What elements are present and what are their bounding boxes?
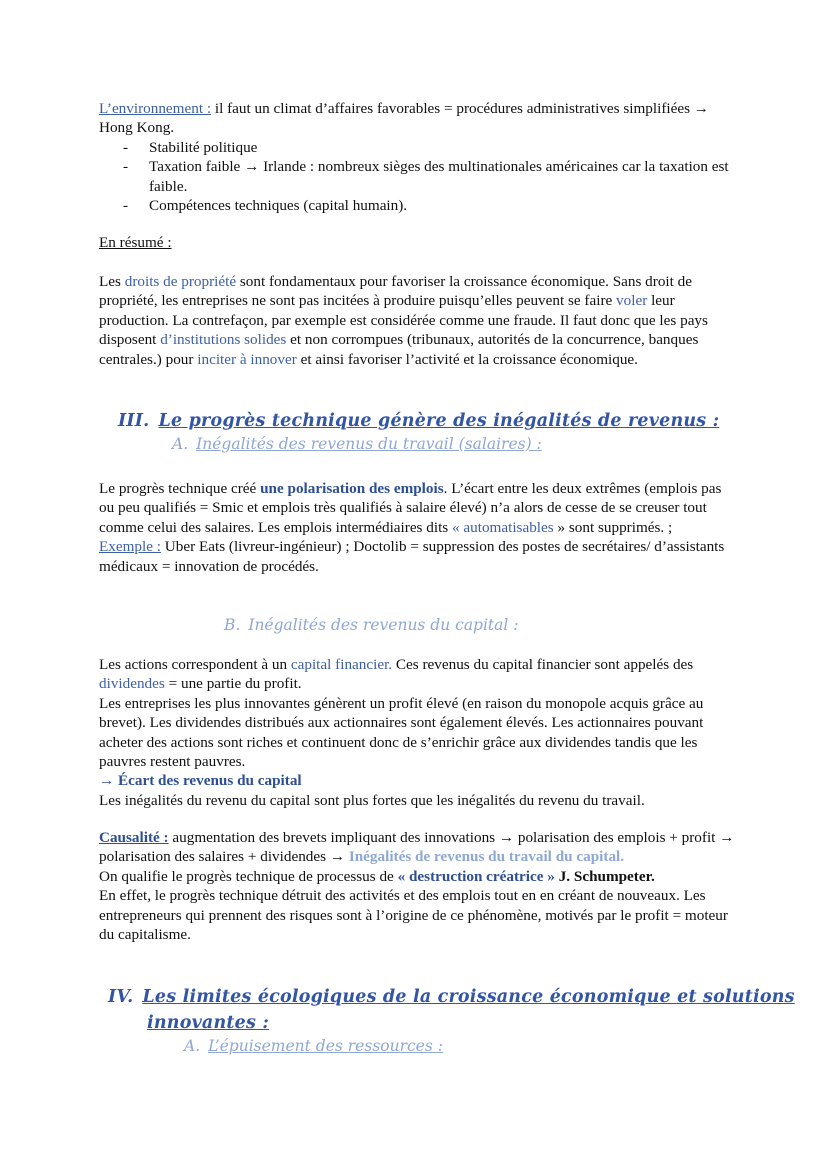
list-item: - Taxation faible → Irlande : nombreux sièges des multinationales américaines car la taxation est faible. xyxy=(99,157,739,196)
section-3a-paragraph: Le progrès technique créé une polarisation des emplois. L’écart entre les deux extrêmes (emplois pas ou peu qualifiés = Smic et emplois très qualifiés à salaire élevé) n’a alors de cesse de se creuser tout comme celui des salaires. Les emplois intermédiaires dits « automatisables » sont supprimés. ; Exemple : Uber Eats (livreur-ingénieur) ; Doctolib = suppression des postes de secrétaires/ d’assistants médicaux = innovation de procédés. xyxy=(99,480,725,575)
section-4-heading: IV. Les limites écologiques de la croissance économique et solutions xyxy=(108,987,795,1007)
section-3a-heading: A. Inégalités des revenus du travail (salaires) : xyxy=(172,435,542,453)
section-3b-paragraph: Les actions correspondent à un capital financier. Ces revenus du capital financier sont appelés des dividendes = une partie du profit. Les entreprises les plus innovantes génèrent un profit élevé (en raison du monopole acquis grâce au brevet). Les dividendes distribués aux actionnaires sont également élevés. Les actionnaires pouvant acheter des actions sont riches et continuent donc de s’enrichir grâce aux dividendes tandis que les pauvres restent pauvres. → Écart des revenus du capital Les inégalités du revenu du capital sont plus fortes que les inégalités du revenu du travail. xyxy=(99,655,739,810)
causality-label: Causalité : xyxy=(99,829,169,846)
list-item: - Compétences techniques (capital humain). xyxy=(99,196,739,215)
causality-paragraph: Causalité : augmentation des brevets impliquant des innovations → polarisation des emplois + profit → polarisation des salaires + dividendes → Inégalités de revenus du travail du capital. On qualifie le progrès technique de processus de « destruction créatrice » J. Schumpeter. En effet, le progrès technique détruit des activités et des emplois tout en en créant de nouveaux. Les entrepreneurs qui prennent des risques sont à l’origine de ce phénomène, motivés par le profit = moteur du capitalisme. xyxy=(99,829,735,944)
environment-section xyxy=(99,99,739,215)
resume-title: En résumé : xyxy=(99,234,172,251)
section-3-heading: III. Le progrès technique génère des inégalités de revenus : xyxy=(118,411,720,431)
resume-section xyxy=(99,233,739,252)
example-label: Exemple : xyxy=(99,538,161,556)
section-4a-heading: A. L’épuisement des ressources : xyxy=(184,1037,443,1055)
environment-list xyxy=(99,138,739,216)
section-3b-heading: B. Inégalités des revenus du capital : xyxy=(224,616,519,634)
resume-paragraph: Les droits de propriété sont fondamentaux pour favoriser la croissance économique. Sans droit de propriété, les entreprises ne sont pas incitées à produire puisqu’elles peuvent se faire voler leur production. La contrefaçon, par exemple est considérée comme une fraude. Il faut donc que les pays disposent d’institutions solides et non corrompues (tribunaux, autorités de la concurrence, banques centrales.) pour inciter à innover et ainsi favoriser l’activité et la croissance économique. xyxy=(99,273,708,368)
environment-paragraph: L’environnement : il faut un climat d’affaires favorables = procédures administratives simplifiées → Hong Kong. xyxy=(99,100,709,137)
section-4-heading-line2: innovantes : xyxy=(147,1013,270,1033)
environment-label: L’environnement : xyxy=(99,100,212,117)
capital-gap-arrow: → Écart des revenus du capital xyxy=(99,772,302,790)
list-item: - Stabilité politique xyxy=(99,138,739,157)
